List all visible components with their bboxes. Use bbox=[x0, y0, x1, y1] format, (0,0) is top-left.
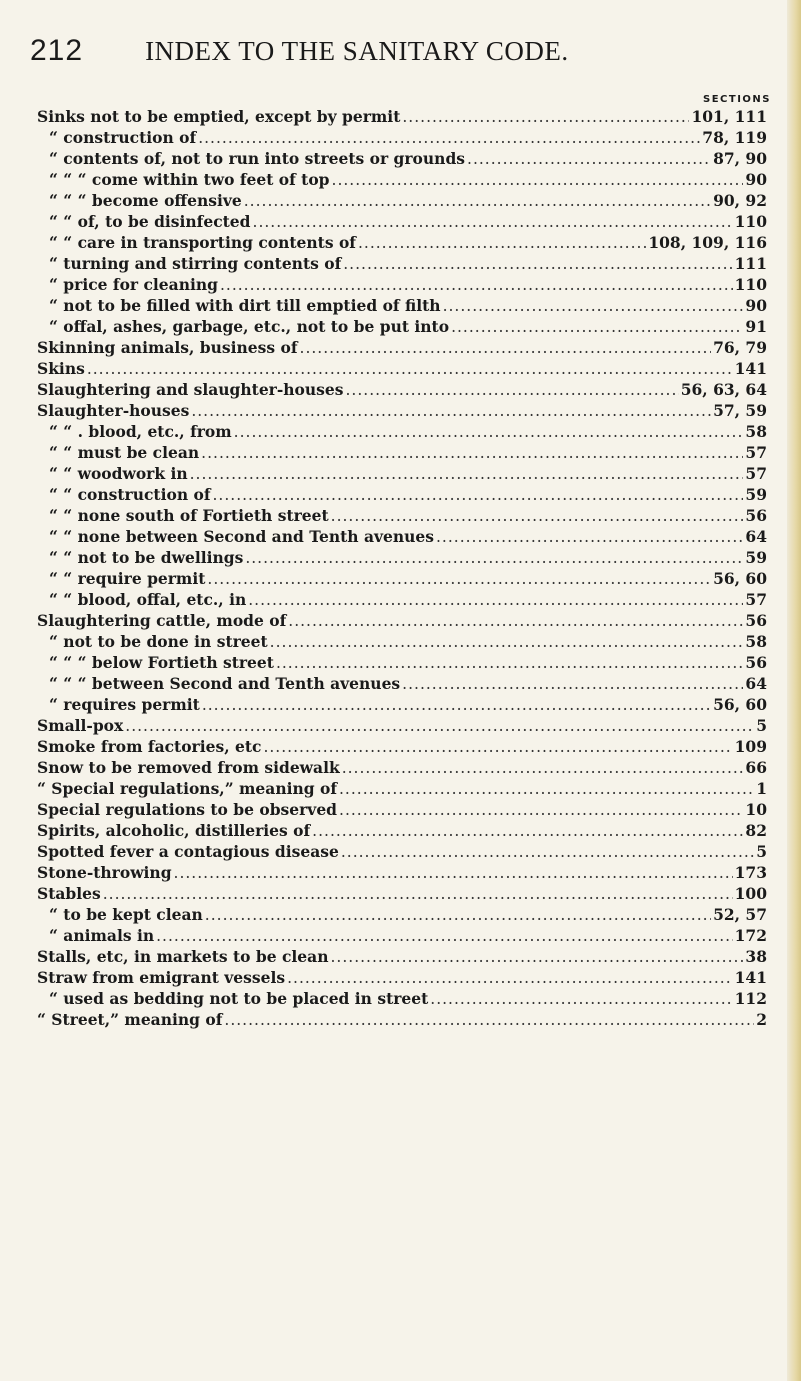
entry-section-ref: 109 bbox=[734, 737, 767, 756]
index-entry bbox=[37, 128, 767, 149]
index-entry bbox=[37, 443, 767, 464]
leader-dots bbox=[198, 129, 700, 147]
page-edge bbox=[787, 0, 801, 1381]
index-entry bbox=[37, 926, 767, 947]
entry-text: Small-pox bbox=[37, 716, 124, 735]
index-entry bbox=[37, 506, 767, 527]
entry-text: Special regulations to be observed bbox=[37, 800, 338, 819]
entry-section-ref: 141 bbox=[734, 968, 767, 987]
entry-section-ref: 141 bbox=[734, 359, 767, 378]
leader-dots bbox=[103, 885, 733, 903]
entry-text: Skins bbox=[37, 359, 85, 378]
leader-dots bbox=[205, 906, 711, 924]
index-entry bbox=[37, 296, 767, 317]
index-entry bbox=[37, 1010, 767, 1031]
leader-dots bbox=[358, 234, 646, 252]
index-entry bbox=[37, 947, 767, 968]
entry-section-ref: 112 bbox=[734, 989, 767, 1008]
entry-section-ref: 56, 60 bbox=[713, 695, 767, 714]
index-entry bbox=[37, 779, 767, 800]
entry-section-ref: 108, 109, 116 bbox=[648, 233, 767, 252]
entry-text: “ Street,” meaning of bbox=[37, 1010, 223, 1029]
entry-text: “ price for cleaning bbox=[49, 275, 218, 294]
column-label: SECTIONS bbox=[703, 94, 771, 105]
leader-dots bbox=[300, 339, 712, 357]
entry-section-ref: 56 bbox=[745, 611, 767, 630]
leader-dots bbox=[220, 276, 733, 294]
index-entry bbox=[37, 359, 767, 380]
index-entry bbox=[37, 233, 767, 254]
index-entry bbox=[37, 275, 767, 296]
leader-dots bbox=[234, 423, 744, 441]
entry-section-ref: 5 bbox=[756, 716, 767, 735]
entry-section-ref: 56, 60 bbox=[713, 569, 767, 588]
index-entry bbox=[37, 380, 767, 401]
entry-section-ref: 52, 57 bbox=[713, 905, 767, 924]
leader-dots bbox=[467, 150, 711, 168]
leader-dots bbox=[201, 444, 743, 462]
entry-text: “ “ care in transporting contents of bbox=[49, 233, 356, 252]
leader-dots bbox=[287, 969, 733, 987]
entry-text: “ “ woodwork in bbox=[49, 464, 188, 483]
index-entry bbox=[37, 968, 767, 989]
leader-dots bbox=[190, 465, 744, 483]
page-header bbox=[30, 34, 569, 74]
entry-section-ref: 58 bbox=[745, 632, 767, 651]
index-entry bbox=[37, 254, 767, 275]
entry-section-ref: 111 bbox=[734, 254, 767, 273]
entry-section-ref: 57 bbox=[745, 590, 767, 609]
index-entry bbox=[37, 107, 767, 128]
leader-dots bbox=[331, 507, 744, 525]
page-number: 212 bbox=[30, 34, 84, 67]
index-entry bbox=[37, 212, 767, 233]
leader-dots bbox=[342, 759, 744, 777]
index-entry bbox=[37, 800, 767, 821]
leader-dots bbox=[332, 171, 744, 189]
entry-text: “ “ . blood, etc., from bbox=[49, 422, 232, 441]
leader-dots bbox=[330, 948, 743, 966]
entry-text: Skinning animals, business of bbox=[37, 338, 298, 357]
entry-text: Stalls, etc, in markets to be clean bbox=[37, 947, 329, 966]
index-entry bbox=[37, 842, 767, 863]
index-entry bbox=[37, 758, 767, 779]
entry-section-ref: 90 bbox=[745, 296, 767, 315]
leader-dots bbox=[436, 528, 743, 546]
leader-dots bbox=[244, 192, 711, 210]
index-entry bbox=[37, 149, 767, 170]
entry-text: “ not to be done in street bbox=[49, 632, 268, 651]
entry-text: “ to be kept clean bbox=[49, 905, 203, 924]
entry-section-ref: 38 bbox=[745, 947, 767, 966]
entry-section-ref: 78, 119 bbox=[702, 128, 767, 147]
entry-section-ref: 2 bbox=[756, 1010, 767, 1029]
index-entry bbox=[37, 821, 767, 842]
entry-section-ref: 57, 59 bbox=[713, 401, 767, 420]
index-entry bbox=[37, 590, 767, 611]
entry-text: “ “ “ between Second and Tenth avenues bbox=[49, 674, 401, 693]
index-entry bbox=[37, 485, 767, 506]
leader-dots bbox=[288, 612, 743, 630]
entry-text: Stone-throwing bbox=[37, 863, 172, 882]
entry-text: Slaughtering and slaughter-houses bbox=[37, 380, 344, 399]
index-entry bbox=[37, 905, 767, 926]
entry-text: Stables bbox=[37, 884, 101, 903]
entry-section-ref: 56 bbox=[745, 653, 767, 672]
index-entry bbox=[37, 401, 767, 422]
entry-section-ref: 64 bbox=[745, 527, 767, 546]
index-entries bbox=[37, 107, 767, 1031]
leader-dots bbox=[312, 822, 743, 840]
entry-text: “ “ none south of Fortieth street bbox=[49, 506, 329, 525]
entry-text: Snow to be removed from sidewalk bbox=[37, 758, 340, 777]
entry-text: Smoke from factories, etc bbox=[37, 737, 262, 756]
entry-section-ref: 56 bbox=[745, 506, 767, 525]
entry-section-ref: 57 bbox=[745, 464, 767, 483]
index-entry bbox=[37, 716, 767, 737]
index-entry bbox=[37, 653, 767, 674]
leader-dots bbox=[202, 696, 711, 714]
entry-text: “ “ of, to be disinfected bbox=[49, 212, 251, 231]
entry-text: Straw from emigrant vessels bbox=[37, 968, 286, 987]
entry-section-ref: 172 bbox=[734, 926, 767, 945]
index-entry bbox=[37, 191, 767, 212]
leader-dots bbox=[339, 801, 743, 819]
leader-dots bbox=[224, 1011, 754, 1029]
entry-text: “ requires permit bbox=[49, 695, 200, 714]
leader-dots bbox=[341, 843, 754, 861]
entry-text: “ “ must be clean bbox=[49, 443, 200, 462]
index-entry bbox=[37, 548, 767, 569]
index-entry bbox=[37, 170, 767, 191]
entry-text: Slaughter-houses bbox=[37, 401, 190, 420]
entry-section-ref: 58 bbox=[745, 422, 767, 441]
index-entry bbox=[37, 527, 767, 548]
leader-dots bbox=[125, 717, 754, 735]
entry-text: “ “ not to be dwellings bbox=[49, 548, 244, 567]
leader-dots bbox=[451, 318, 743, 336]
leader-dots bbox=[191, 402, 711, 420]
index-entry bbox=[37, 569, 767, 590]
entry-section-ref: 5 bbox=[756, 842, 767, 861]
entry-text: “ turning and stirring contents of bbox=[49, 254, 342, 273]
entry-section-ref: 10 bbox=[745, 800, 767, 819]
entry-text: “ contents of, not to run into streets or grounds bbox=[49, 149, 466, 168]
entry-section-ref: 66 bbox=[745, 758, 767, 777]
index-entry bbox=[37, 674, 767, 695]
entry-text: “ “ construction of bbox=[49, 485, 211, 504]
entry-section-ref: 90 bbox=[745, 170, 767, 189]
leader-dots bbox=[402, 675, 743, 693]
entry-section-ref: 91 bbox=[745, 317, 767, 336]
entry-text: “ Special regulations,” meaning of bbox=[37, 779, 337, 798]
entry-section-ref: 110 bbox=[734, 212, 767, 231]
leader-dots bbox=[156, 927, 733, 945]
entry-section-ref: 1 bbox=[756, 779, 767, 798]
entry-section-ref: 57 bbox=[745, 443, 767, 462]
entry-text: “ animals in bbox=[49, 926, 155, 945]
index-entry bbox=[37, 317, 767, 338]
leader-dots bbox=[270, 633, 744, 651]
entry-text: “ “ “ become offensive bbox=[49, 191, 242, 210]
entry-text: Spirits, alcoholic, distilleries of bbox=[37, 821, 311, 840]
index-entry bbox=[37, 863, 767, 884]
entry-text: “ “ require permit bbox=[49, 569, 206, 588]
leader-dots bbox=[87, 360, 733, 378]
entry-section-ref: 64 bbox=[745, 674, 767, 693]
entry-text: Slaughtering cattle, mode of bbox=[37, 611, 287, 630]
leader-dots bbox=[402, 108, 689, 126]
entry-text: “ offal, ashes, garbage, etc., not to be put into bbox=[49, 317, 450, 336]
entry-section-ref: 110 bbox=[734, 275, 767, 294]
leader-dots bbox=[248, 591, 743, 609]
leader-dots bbox=[245, 549, 743, 567]
leader-dots bbox=[253, 213, 733, 231]
leader-dots bbox=[213, 486, 744, 504]
entry-text: “ used as bedding not to be placed in street bbox=[49, 989, 429, 1008]
entry-text: “ “ “ below Fortieth street bbox=[49, 653, 274, 672]
entry-text: Spotted fever a contagious disease bbox=[37, 842, 339, 861]
entry-section-ref: 76, 79 bbox=[713, 338, 767, 357]
leader-dots bbox=[443, 297, 744, 315]
index-entry bbox=[37, 464, 767, 485]
leader-dots bbox=[263, 738, 732, 756]
entry-section-ref: 56, 63, 64 bbox=[680, 380, 767, 399]
leader-dots bbox=[276, 654, 743, 672]
entry-text: “ “ none between Second and Tenth avenues bbox=[49, 527, 434, 546]
index-entry bbox=[37, 695, 767, 716]
index-entry bbox=[37, 989, 767, 1010]
index-entry bbox=[37, 632, 767, 653]
entry-section-ref: 59 bbox=[745, 548, 767, 567]
entry-section-ref: 87, 90 bbox=[713, 149, 767, 168]
entry-text: Sinks not to be emptied, except by permit bbox=[37, 107, 401, 126]
leader-dots bbox=[174, 864, 733, 882]
index-entry bbox=[37, 338, 767, 359]
entry-text: “ not to be filled with dirt till emptied of filth bbox=[49, 296, 441, 315]
index-entry bbox=[37, 737, 767, 758]
entry-section-ref: 90, 92 bbox=[713, 191, 767, 210]
entry-text: “ “ blood, offal, etc., in bbox=[49, 590, 247, 609]
leader-dots bbox=[343, 255, 732, 273]
leader-dots bbox=[339, 780, 754, 798]
index-entry bbox=[37, 611, 767, 632]
leader-dots bbox=[430, 990, 732, 1008]
entry-section-ref: 82 bbox=[745, 821, 767, 840]
leader-dots bbox=[345, 381, 678, 399]
running-title: INDEX TO THE SANITARY CODE. bbox=[145, 36, 569, 66]
index-entry bbox=[37, 884, 767, 905]
leader-dots bbox=[207, 570, 711, 588]
entry-section-ref: 173 bbox=[734, 863, 767, 882]
index-entry bbox=[37, 422, 767, 443]
entry-text: “ “ “ come within two feet of top bbox=[49, 170, 330, 189]
entry-section-ref: 59 bbox=[745, 485, 767, 504]
entry-section-ref: 101, 111 bbox=[691, 107, 767, 126]
entry-section-ref: 100 bbox=[734, 884, 767, 903]
entry-text: “ construction of bbox=[49, 128, 197, 147]
